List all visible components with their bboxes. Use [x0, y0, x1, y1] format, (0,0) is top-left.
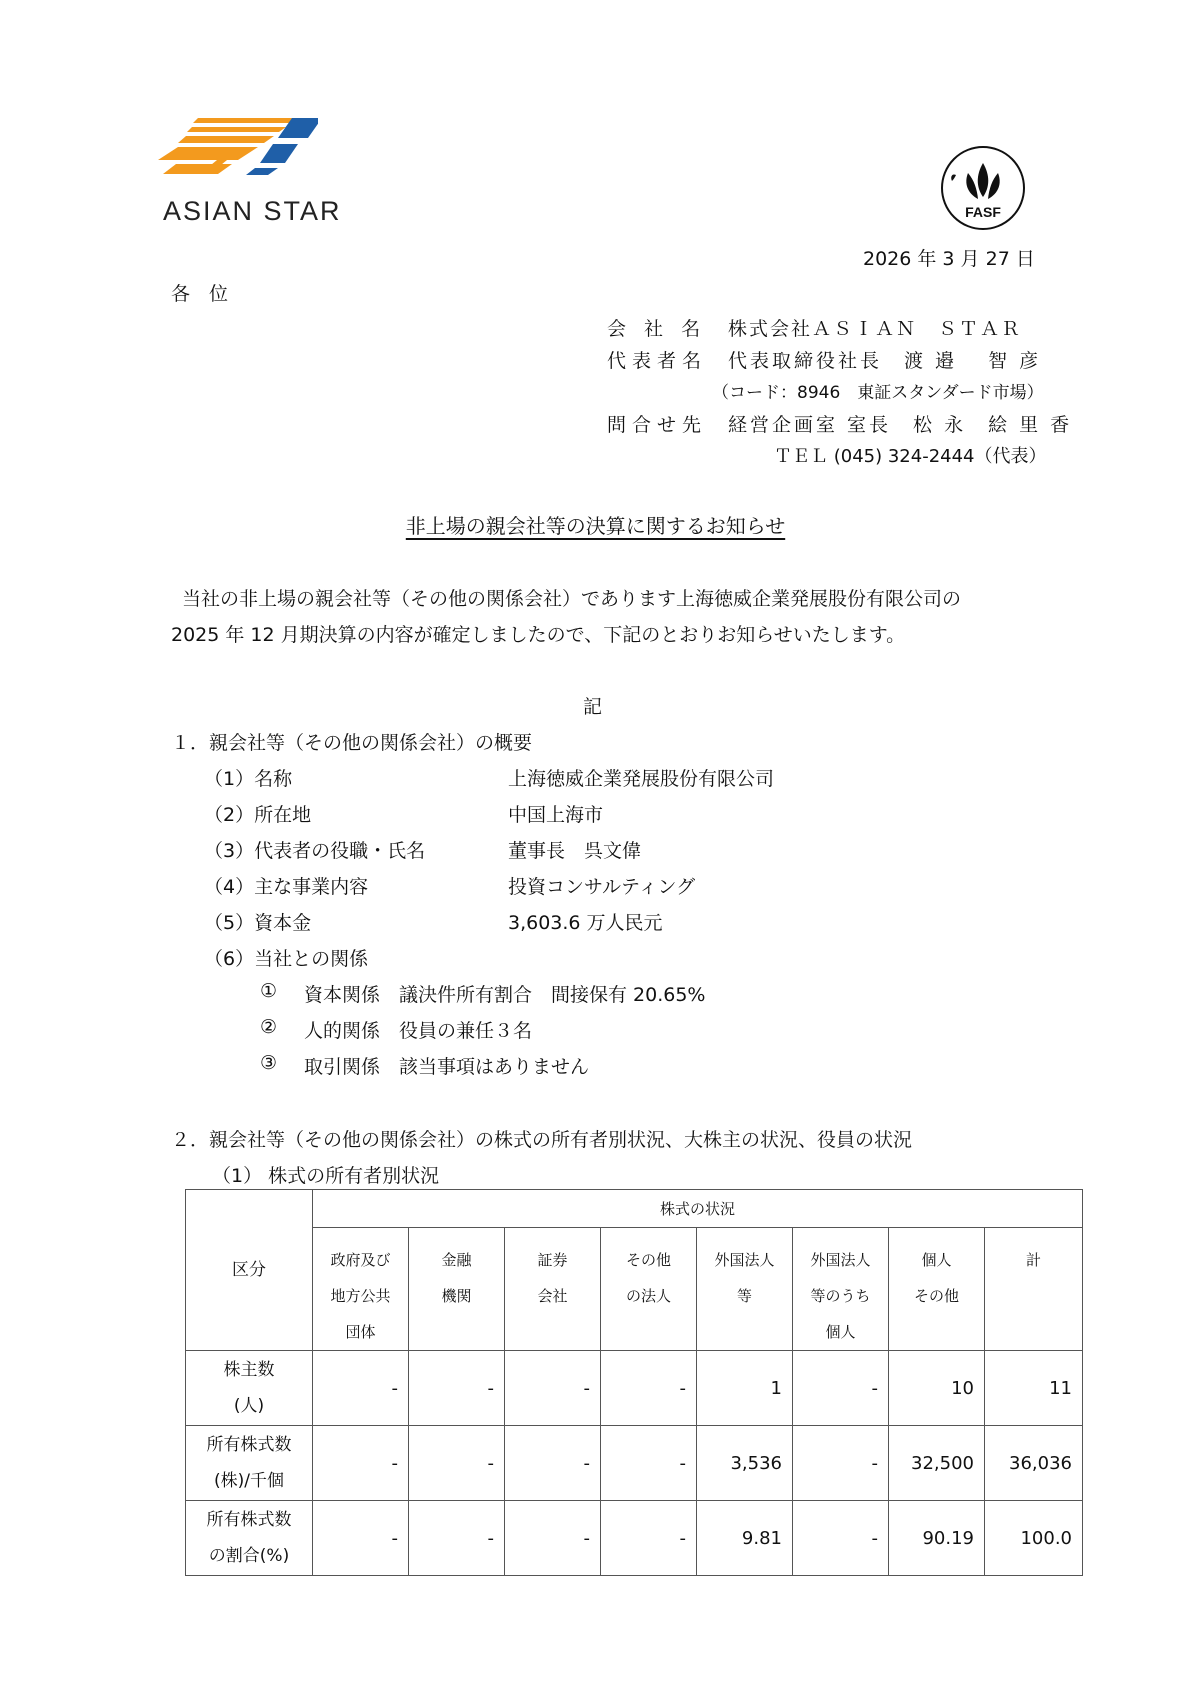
contact-tel: ＴＥＬ (045) 324-2444（代表） [774, 446, 1047, 467]
addressee: 各 位 [171, 283, 229, 305]
issue-date: 2026 年 3 月 27 日 [863, 248, 1035, 270]
col-header-financial: 金融 機関 [409, 1228, 505, 1351]
col-header-total: 計 [985, 1228, 1083, 1351]
overview-label-name: （1）名称 [204, 768, 293, 790]
cell: 9.81 [697, 1501, 793, 1576]
cell: - [601, 1501, 697, 1576]
logo-wordmark: ASIAN STAR [163, 196, 342, 226]
cell: - [409, 1426, 505, 1501]
document-title [0, 510, 1191, 539]
cell: - [793, 1501, 889, 1576]
overview-value-address: 中国上海市 [508, 804, 604, 826]
relation-transactions: 取引関係 該当事項はありません [304, 1056, 590, 1078]
row-label-share-ratio: 所有株式数 の割合(%) [186, 1501, 313, 1576]
overview-value-business: 投資コンサルティング [508, 876, 696, 898]
cell: - [793, 1351, 889, 1426]
cell: - [313, 1501, 409, 1576]
representative-label: 代表者名 [607, 350, 708, 372]
col-header-foreign-corp: 外国法人 等 [697, 1228, 793, 1351]
col-header-government: 政府及び 地方公共 団体 [313, 1228, 409, 1351]
table-row [186, 1426, 1083, 1501]
fasf-seal-icon [940, 145, 1026, 231]
table-row [186, 1501, 1083, 1576]
ki-heading: 記 [583, 696, 603, 718]
overview-label-address: （2）所在地 [204, 804, 312, 826]
cell: - [409, 1351, 505, 1426]
overview-label-business: （4）主な事業内容 [204, 876, 369, 898]
fasf-text: FASF [965, 204, 1001, 220]
company-name-label: 会 社 名 [607, 318, 707, 340]
cell: 3,536 [697, 1426, 793, 1501]
table-row [186, 1351, 1083, 1426]
section1-heading: １．親会社等（その他の関係会社）の概要 [171, 732, 533, 754]
relation-mark-1: ① [260, 980, 278, 1002]
table-corner: 区分 [186, 1190, 313, 1351]
cell: 36,036 [985, 1426, 1083, 1501]
section2-heading: ２．親会社等（その他の関係会社）の株式の所有者別状況、大株主の状況、役員の状況 [171, 1129, 913, 1151]
cell: 90.19 [889, 1501, 985, 1576]
cell: - [313, 1426, 409, 1501]
representative-value: 代表取締役社長 渡 邉 智 彦 [728, 350, 1042, 372]
intro-line-2: 2025 年 12 月期決算の内容が確定しましたので、下記のとおりお知らせいたします。 [171, 624, 906, 646]
table-group-header: 株式の状況 [313, 1190, 1083, 1228]
section2-subheading: （1） 株式の所有者別状況 [212, 1165, 440, 1187]
col-header-securities: 証券 会社 [505, 1228, 601, 1351]
col-header-other-corp: その他 の法人 [601, 1228, 697, 1351]
shareholder-distribution-table [185, 1189, 1083, 1576]
company-name-value: 株式会社ＡＳＩＡＮ ＳＴＡＲ [728, 318, 1023, 340]
col-header-individual: 個人 その他 [889, 1228, 985, 1351]
intro-line-1: 当社の非上場の親会社等（その他の関係会社）であります上海徳威企業発展股份有限公司の [182, 588, 962, 610]
cell: 100.0 [985, 1501, 1083, 1576]
overview-value-representative: 董事長 呉文偉 [508, 840, 642, 862]
cell: - [793, 1426, 889, 1501]
overview-label-capital: （5）資本金 [204, 912, 312, 934]
fasf-seal [940, 145, 1026, 236]
row-label-shareholders: 株主数 (人) [186, 1351, 313, 1426]
stock-code: （コード：8946 東証スタンダード市場） [712, 383, 1044, 403]
overview-value-name: 上海徳威企業発展股份有限公司 [508, 768, 775, 790]
document-title-text: 非上場の親会社等の決算に関するお知らせ [405, 514, 786, 538]
company-logo [158, 118, 342, 226]
cell: - [505, 1351, 601, 1426]
cell: 11 [985, 1351, 1083, 1426]
relation-heading: （6）当社との関係 [204, 948, 369, 970]
cell: 1 [697, 1351, 793, 1426]
cell: - [505, 1501, 601, 1576]
row-label-shares-owned: 所有株式数 (株)/千個 [186, 1426, 313, 1501]
overview-label-representative: （3）代表者の役職・氏名 [204, 840, 426, 862]
cell: - [505, 1426, 601, 1501]
relation-capital: 資本関係 議決件所有割合 間接保有 20.65% [304, 984, 706, 1006]
cell: 10 [889, 1351, 985, 1426]
cell: - [409, 1501, 505, 1576]
asian-star-logo-mark [158, 118, 318, 190]
cell: 32,500 [889, 1426, 985, 1501]
contact-value: 経営企画室 室長 松 永 絵 里 香 [728, 414, 1073, 436]
cell: - [313, 1351, 409, 1426]
relation-personnel: 人的関係 役員の兼任３名 [304, 1020, 533, 1042]
overview-value-capital: 3,603.6 万人民元 [508, 912, 663, 934]
cell: - [601, 1426, 697, 1501]
contact-label: 問合せ先 [607, 414, 708, 436]
cell: - [601, 1351, 697, 1426]
relation-mark-3: ③ [260, 1052, 278, 1074]
relation-mark-2: ② [260, 1016, 278, 1038]
col-header-foreign-individual: 外国法人 等のうち 個人 [793, 1228, 889, 1351]
